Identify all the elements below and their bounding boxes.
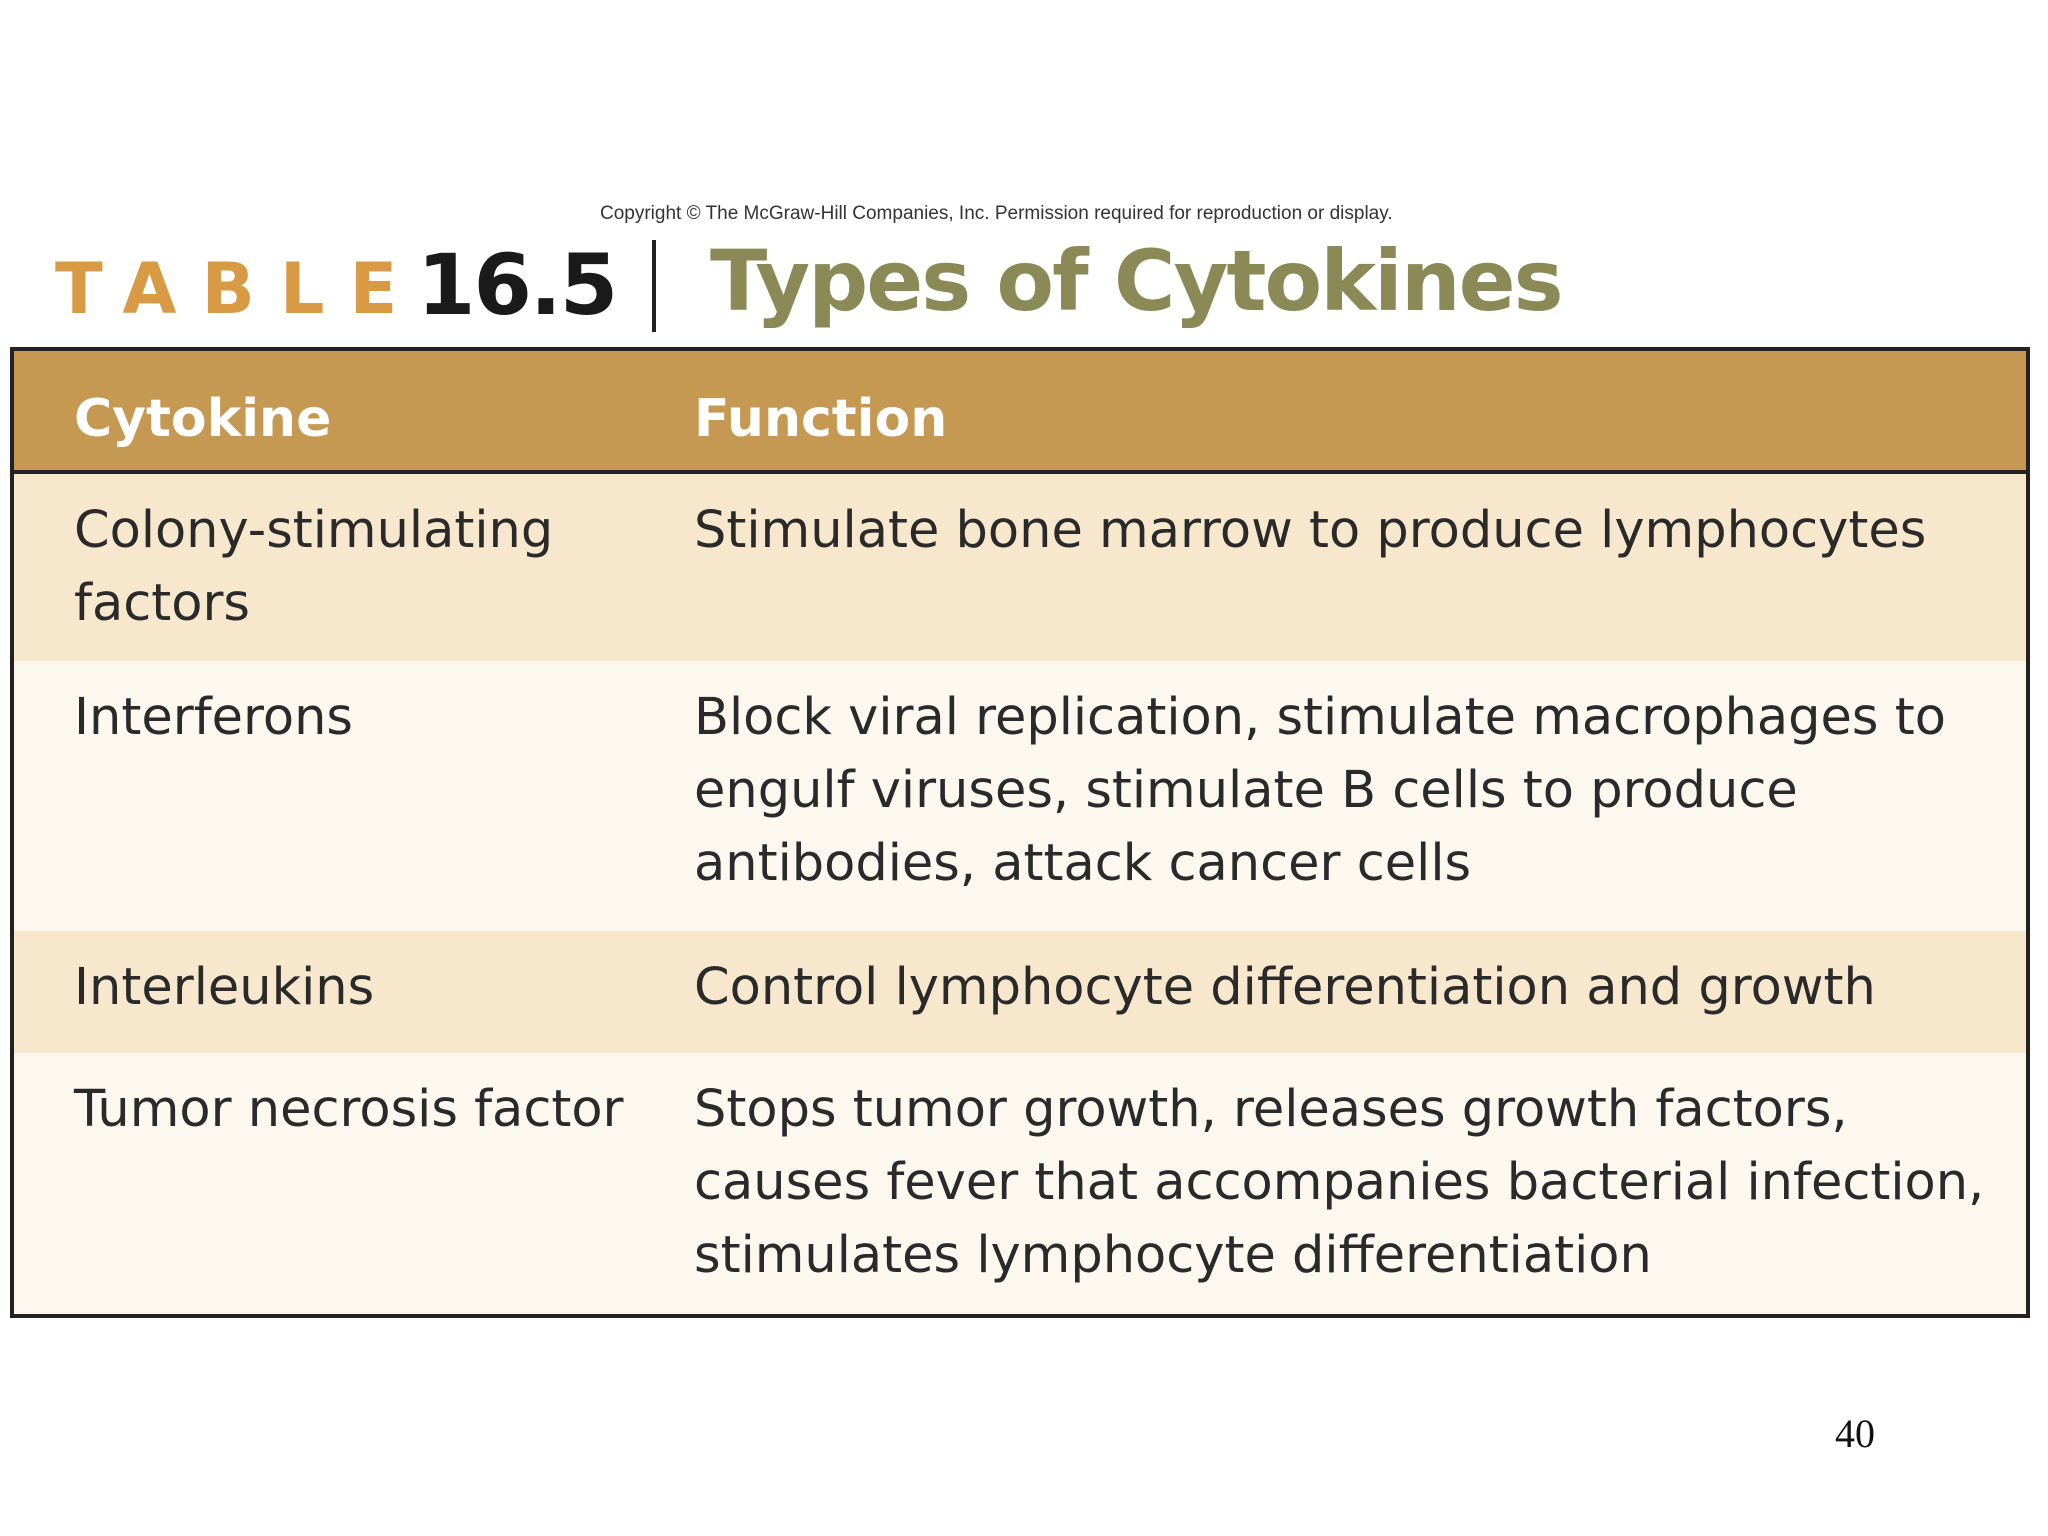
table-row <box>14 474 2026 661</box>
title-divider <box>652 240 656 332</box>
function-cell: Control lymphocyte differentiation and growth <box>694 958 1876 1017</box>
function-cell: Block viral replication, stimulate macrophages to engulf viruses, stimulate B cells to produce antibodies, attack cancer cells <box>694 688 1946 893</box>
table-number: 16.5 <box>417 236 617 334</box>
column-header-cytokine: Cytokine <box>74 389 332 449</box>
cytokine-cell: Colony-stimulating factors <box>74 501 554 633</box>
copyright-notice: Copyright © The McGraw-Hill Companies, Inc. Permission required for reproduction or display. <box>600 203 1393 224</box>
table-title: Types of Cytokines <box>710 232 1562 330</box>
table-label: TABLE <box>55 248 423 330</box>
column-header-function: Function <box>694 389 948 449</box>
table-row <box>14 1053 2026 1318</box>
table-heading <box>55 230 1562 340</box>
function-cell: Stops tumor growth, releases growth factors, causes fever that accompanies bacterial infection, stimulates lymphocyte differentiation <box>694 1080 1985 1285</box>
page-number: 40 <box>1835 1411 1875 1456</box>
table-header-row <box>14 351 2026 474</box>
cytokine-cell: Tumor necrosis factor <box>74 1080 624 1139</box>
cytokine-cell: Interleukins <box>74 958 375 1017</box>
cytokine-table <box>10 347 2030 1318</box>
cytokine-cell: Interferons <box>74 688 353 747</box>
table-row <box>14 661 2026 931</box>
function-cell: Stimulate bone marrow to produce lymphocytes <box>694 501 1927 560</box>
table-row <box>14 931 2026 1053</box>
